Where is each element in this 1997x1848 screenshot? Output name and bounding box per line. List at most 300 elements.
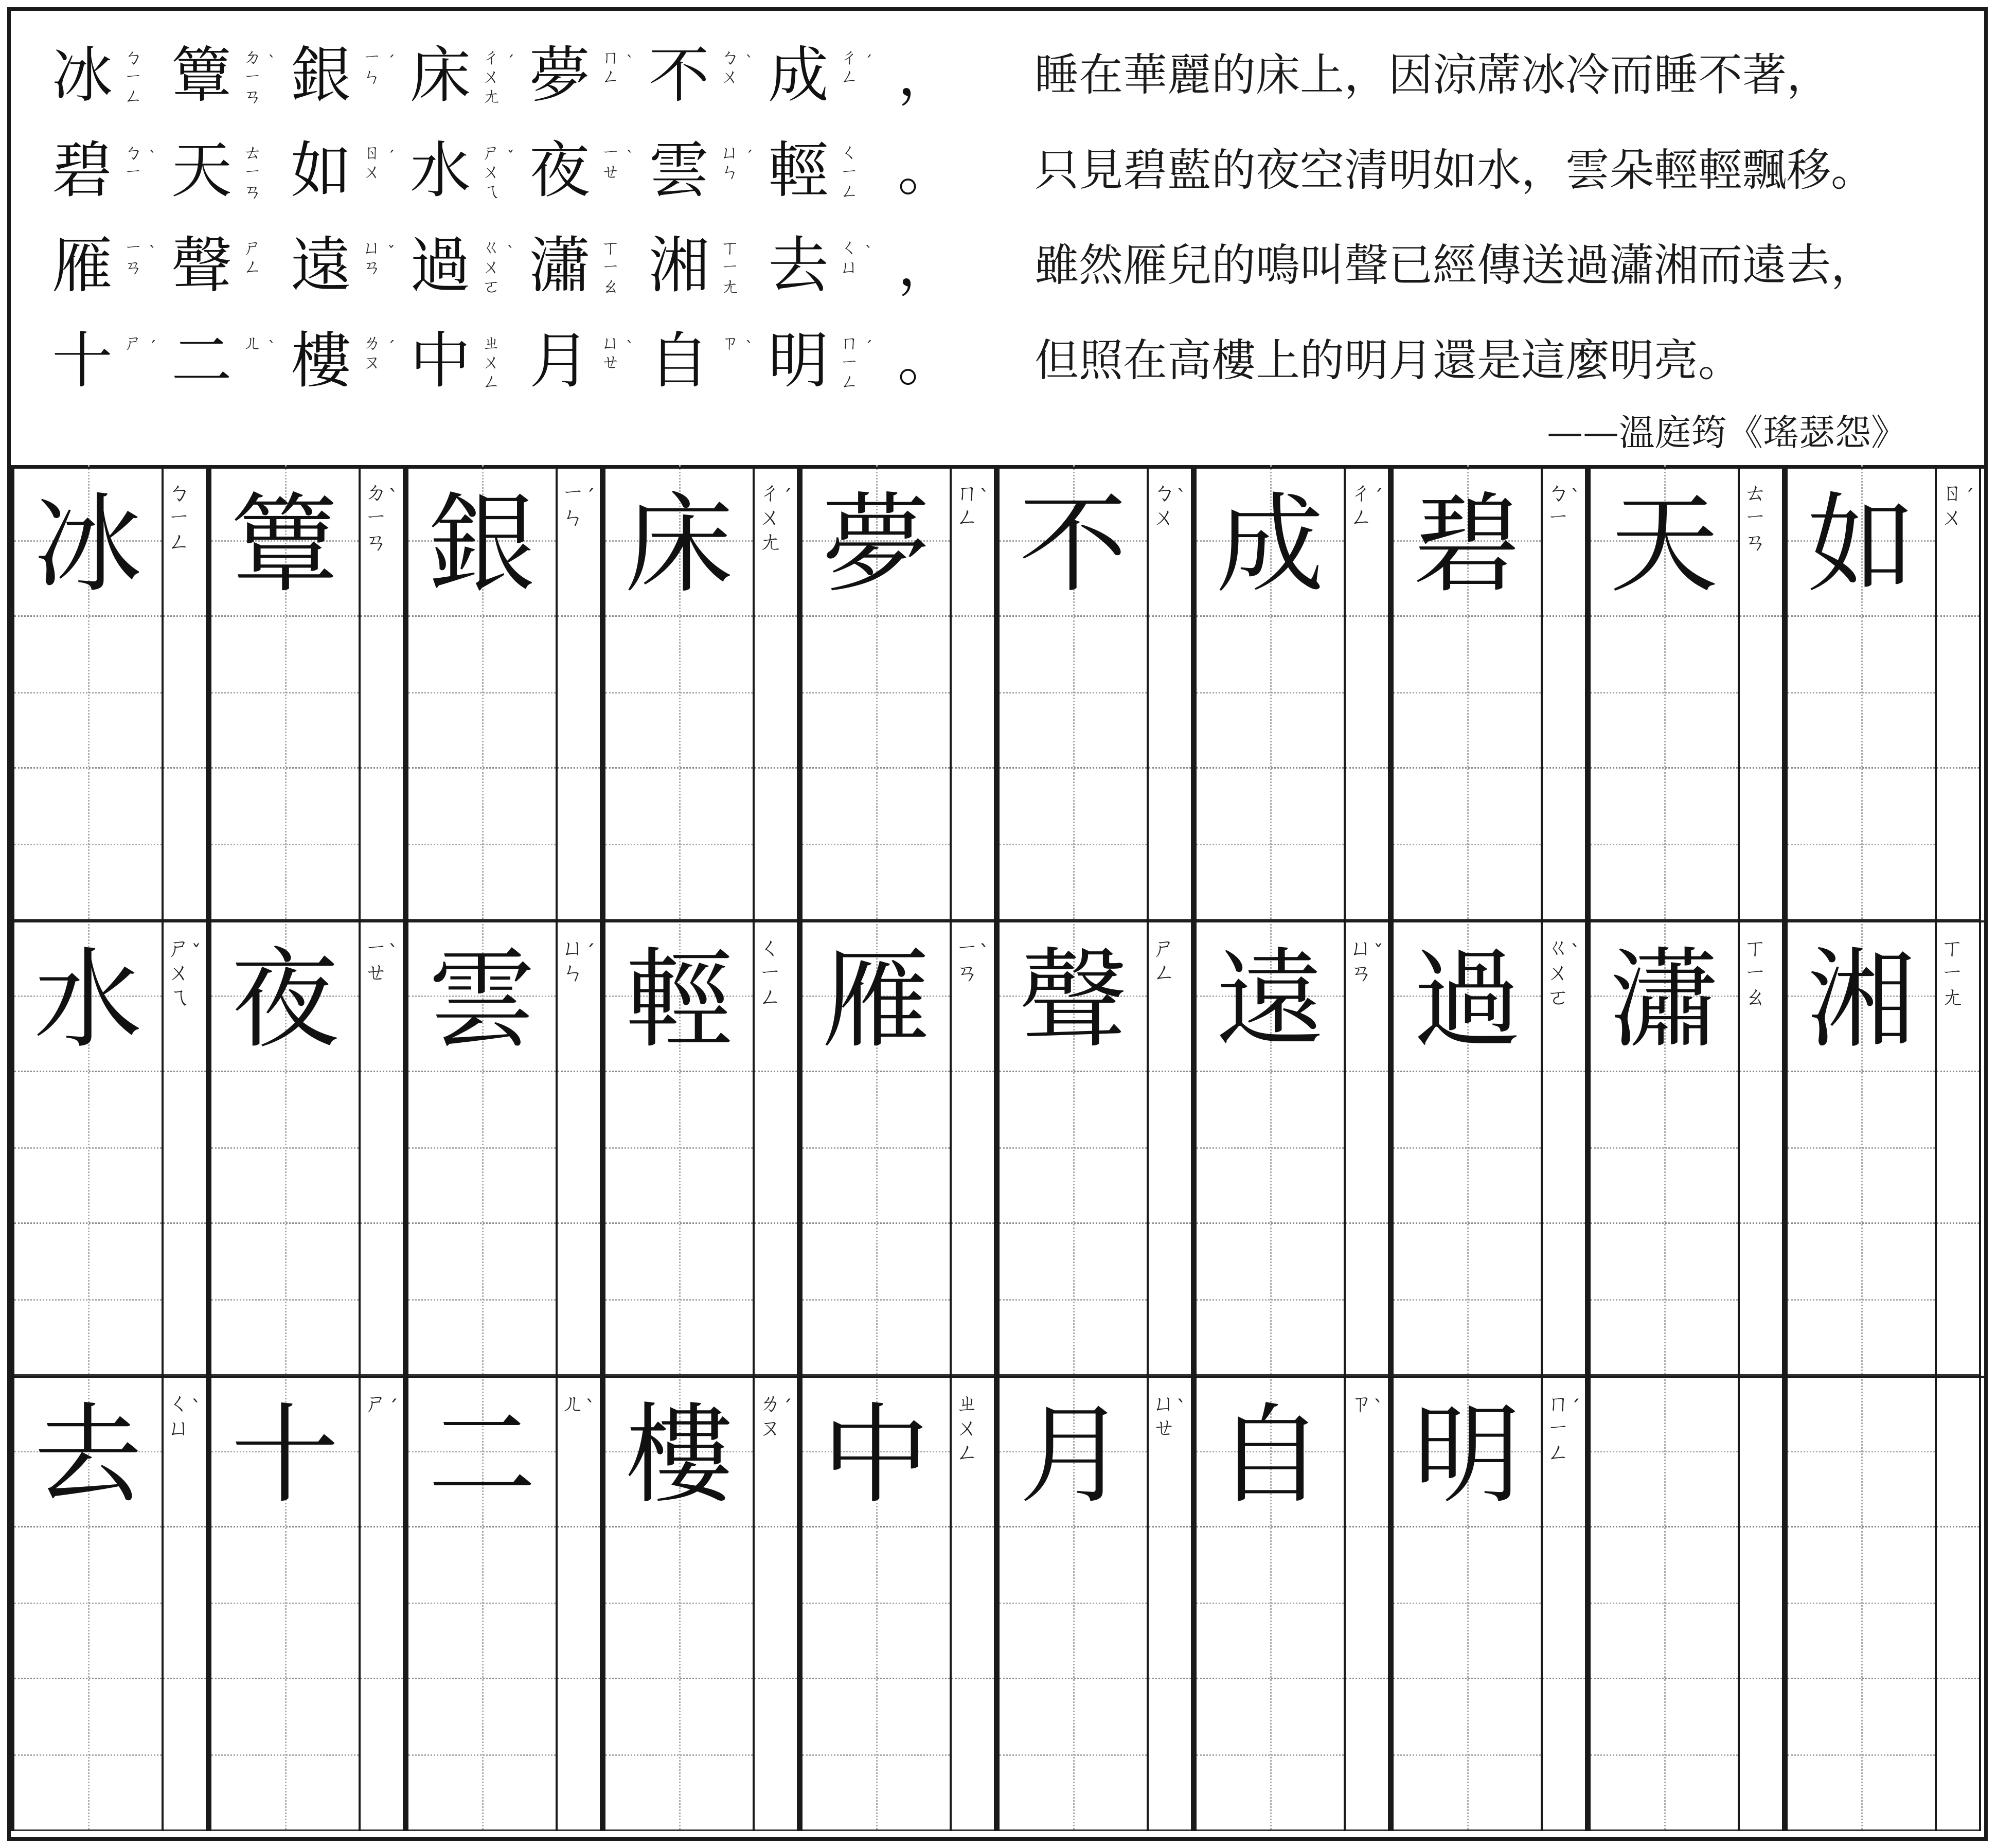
model-hanzi: 自 bbox=[1216, 1392, 1324, 1518]
blank-practice-cell[interactable] bbox=[1197, 1072, 1344, 1224]
poem-char bbox=[171, 132, 295, 209]
practice-cell-stack bbox=[1587, 1376, 1740, 1831]
practice-cell-stack bbox=[208, 465, 361, 920]
blank-practice-cell[interactable] bbox=[803, 769, 950, 920]
blank-practice-cell[interactable] bbox=[1394, 1527, 1541, 1679]
model-zhuyin: ㄖㄨ bbox=[1941, 479, 1964, 530]
practice-column bbox=[1587, 1376, 1784, 1831]
zhuyin-cell bbox=[1149, 1376, 1191, 1527]
blank-practice-cell[interactable] bbox=[408, 1679, 556, 1831]
guide-line bbox=[1394, 1754, 1541, 1756]
poem-hanzi: 夢 bbox=[529, 40, 591, 111]
model-zhuyin: ㄒㄧㄠ bbox=[1744, 935, 1767, 1010]
model-cell bbox=[408, 465, 556, 617]
zhuyin-cell bbox=[1346, 1679, 1388, 1831]
poem-char bbox=[649, 37, 772, 114]
zhuyin-cell bbox=[1937, 920, 1979, 1072]
zhuyin-cell bbox=[952, 465, 994, 617]
poem-char bbox=[171, 322, 295, 399]
poem-attribution: ——溫庭筠《瑤瑟怨》 bbox=[1547, 412, 1907, 454]
poem-hanzi: 月 bbox=[529, 325, 591, 396]
poem-tone-mark: ˊ bbox=[387, 339, 395, 357]
model-cell bbox=[1197, 1376, 1344, 1527]
blank-practice-cell[interactable] bbox=[605, 1224, 753, 1376]
zhuyin-cell bbox=[558, 1527, 600, 1679]
practice-column bbox=[1193, 920, 1390, 1376]
model-cell bbox=[605, 920, 753, 1072]
model-hanzi: 夢 bbox=[822, 482, 930, 608]
blank-practice-cell[interactable] bbox=[803, 1527, 950, 1679]
blank-practice-cell[interactable] bbox=[408, 1527, 556, 1679]
model-tone-mark: ˇ bbox=[1374, 941, 1383, 964]
guide-line bbox=[1197, 692, 1344, 694]
poem-zhuyin: ㄓㄨㄥ bbox=[482, 332, 501, 393]
zhuyin-cell bbox=[755, 1224, 797, 1376]
blank-practice-cell[interactable] bbox=[1000, 617, 1147, 769]
model-tone-mark: ˋ bbox=[1374, 1396, 1383, 1419]
model-hanzi: 冰 bbox=[33, 482, 142, 608]
blank-practice-cell[interactable] bbox=[605, 1679, 753, 1831]
practice-cell-stack bbox=[405, 920, 558, 1376]
poem-tone-mark: ˋ bbox=[626, 339, 634, 357]
blank-practice-cell[interactable] bbox=[408, 617, 556, 769]
model-hanzi: 成 bbox=[1216, 482, 1324, 608]
practice-cell-stack bbox=[208, 920, 361, 1376]
model-tone-mark: ˋ bbox=[585, 1396, 595, 1419]
poem-zhuyin: ㄉㄧㄢ bbox=[243, 47, 262, 107]
guide-line bbox=[14, 844, 162, 845]
blank-practice-cell[interactable] bbox=[1000, 1072, 1147, 1224]
poem-char bbox=[529, 322, 653, 399]
blank-practice-cell[interactable] bbox=[803, 1072, 950, 1224]
blank-practice-cell[interactable] bbox=[1394, 1072, 1541, 1224]
guide-line bbox=[1394, 1147, 1541, 1149]
zhuyin-cell bbox=[1543, 617, 1585, 769]
zhuyin-cell bbox=[1740, 1679, 1782, 1831]
poem-zhuyin: ㄊㄧㄢ bbox=[243, 142, 262, 202]
blank-practice-cell[interactable] bbox=[1591, 1224, 1738, 1376]
model-cell bbox=[1394, 1376, 1541, 1527]
zhuyin-cell bbox=[1149, 769, 1191, 920]
model-zhuyin: ㄍㄨㄛ bbox=[1547, 935, 1570, 1010]
model-tone-mark: ˊ bbox=[782, 1396, 792, 1419]
zhuyin-cell bbox=[1543, 465, 1585, 617]
blank-practice-cell[interactable] bbox=[211, 769, 359, 920]
model-cell bbox=[1197, 465, 1344, 617]
poem-char bbox=[529, 227, 653, 304]
zhuyin-cell bbox=[361, 617, 403, 769]
poem-hanzi: 夜 bbox=[529, 135, 591, 206]
blank-practice-cell[interactable] bbox=[1197, 1224, 1344, 1376]
blank-practice-cell[interactable] bbox=[1197, 1679, 1344, 1831]
poem-char bbox=[768, 227, 891, 304]
practice-cell-stack bbox=[1784, 465, 1937, 920]
blank-practice-cell[interactable] bbox=[1788, 1679, 1935, 1831]
guide-line bbox=[1197, 1603, 1344, 1604]
model-zhuyin: ㄑㄧㄥ bbox=[759, 935, 781, 1010]
blank-practice-cell[interactable] bbox=[1394, 769, 1541, 920]
zhuyin-cell bbox=[1937, 1679, 1979, 1831]
model-tone-mark: ˋ bbox=[1571, 941, 1580, 964]
zhuyin-cell bbox=[1346, 465, 1388, 617]
guide-line bbox=[1591, 844, 1738, 845]
guide-line bbox=[1197, 1299, 1344, 1301]
poem-tone-mark: ˋ bbox=[268, 53, 276, 71]
model-tone-mark: ˊ bbox=[585, 486, 595, 508]
guide-line bbox=[1197, 1147, 1344, 1149]
zhuyin-cell bbox=[361, 1072, 403, 1224]
model-cell bbox=[1394, 465, 1541, 617]
guide-line bbox=[211, 692, 359, 694]
model-tone-mark: ˊ bbox=[782, 486, 792, 508]
guide-line bbox=[408, 692, 556, 694]
blank-practice-cell[interactable] bbox=[14, 1072, 162, 1224]
zhuyin-strip bbox=[755, 465, 799, 920]
zhuyin-cell bbox=[1740, 920, 1782, 1072]
guide-line bbox=[1788, 1603, 1935, 1604]
model-zhuyin: ㄕ bbox=[365, 1390, 387, 1416]
poem-zhuyin: ㄅㄧ bbox=[124, 142, 143, 183]
poem-hanzi: 瀟 bbox=[529, 230, 591, 301]
zhuyin-cell bbox=[1543, 920, 1585, 1072]
poem-hanzi: 銀 bbox=[291, 40, 352, 111]
poem-zhuyin: ㄔㄥ bbox=[840, 47, 859, 87]
model-hanzi: 二 bbox=[427, 1392, 536, 1518]
zhuyin-strip bbox=[1149, 920, 1193, 1376]
poem-tone-mark: ˋ bbox=[745, 53, 753, 71]
poem-zhuyin: ㄒㄧㄤ bbox=[721, 237, 740, 297]
model-tone-mark: ˋ bbox=[979, 486, 989, 508]
poem-hanzi: 輕 bbox=[768, 135, 829, 206]
blank-practice-cell[interactable] bbox=[605, 1527, 753, 1679]
model-zhuyin: ㄅㄧ bbox=[1547, 479, 1570, 530]
zhuyin-strip bbox=[952, 1376, 996, 1831]
blank-practice-cell[interactable] bbox=[1788, 769, 1935, 920]
blank-practice-cell[interactable] bbox=[211, 617, 359, 769]
blank-practice-cell[interactable] bbox=[14, 769, 162, 920]
practice-column bbox=[602, 465, 799, 920]
poem-zhuyin: ㄕ bbox=[124, 332, 143, 353]
zhuyin-strip bbox=[1740, 920, 1784, 1376]
poem-zhuyin: ㄕㄨㄟ bbox=[482, 142, 501, 202]
zhuyin-cell bbox=[1543, 1224, 1585, 1376]
blank-practice-cell[interactable] bbox=[1591, 1679, 1738, 1831]
guide-line bbox=[14, 1147, 162, 1149]
guide-line bbox=[211, 1147, 359, 1149]
blank-practice-cell[interactable] bbox=[1788, 1224, 1935, 1376]
poem-char bbox=[410, 132, 533, 209]
blank-practice-cell[interactable] bbox=[211, 1072, 359, 1224]
blank-practice-cell[interactable] bbox=[605, 1072, 753, 1224]
model-cell bbox=[1000, 1376, 1147, 1527]
practice-grid bbox=[11, 465, 1984, 1839]
blank-practice-cell[interactable] bbox=[14, 1527, 162, 1679]
zhuyin-cell bbox=[1346, 769, 1388, 920]
zhuyin-cell bbox=[558, 617, 600, 769]
model-tone-mark: ˋ bbox=[1176, 486, 1186, 508]
blank-practice-cell[interactable] bbox=[408, 1224, 556, 1376]
model-cell bbox=[803, 920, 950, 1072]
model-cell bbox=[1000, 465, 1147, 617]
zhuyin-cell bbox=[1346, 1224, 1388, 1376]
model-cell bbox=[211, 1376, 359, 1527]
poem-zhuyin: ㄅㄨ bbox=[721, 47, 740, 87]
guide-line bbox=[1394, 1299, 1541, 1301]
guide-line bbox=[803, 1603, 950, 1604]
poem-zhuyin: ㄧㄢ bbox=[124, 237, 143, 278]
model-cell bbox=[1197, 920, 1344, 1072]
poem-zhuyin: ㄩㄣ bbox=[721, 142, 740, 183]
blank-practice-cell[interactable] bbox=[408, 769, 556, 920]
guide-line bbox=[14, 1603, 162, 1604]
blank-practice-cell[interactable] bbox=[1000, 1679, 1147, 1831]
model-cell bbox=[408, 920, 556, 1072]
model-cell bbox=[14, 920, 162, 1072]
poem-zhuyin: ㄩㄝ bbox=[601, 332, 620, 373]
zhuyin-cell bbox=[558, 465, 600, 617]
blank-practice-cell[interactable] bbox=[14, 617, 162, 769]
zhuyin-cell bbox=[361, 1224, 403, 1376]
zhuyin-strip bbox=[1543, 465, 1587, 920]
practice-column bbox=[1193, 1376, 1390, 1831]
guide-line bbox=[1788, 1754, 1935, 1756]
model-zhuyin: ㄇㄧㄥ bbox=[1547, 1390, 1570, 1466]
zhuyin-cell bbox=[558, 1224, 600, 1376]
zhuyin-strip bbox=[755, 1376, 799, 1831]
poem-char bbox=[171, 37, 295, 114]
zhuyin-cell bbox=[1740, 617, 1782, 769]
zhuyin-cell bbox=[1346, 920, 1388, 1072]
model-hanzi: 中 bbox=[822, 1392, 930, 1518]
row-separator bbox=[11, 1376, 1984, 1378]
poem-tone-mark: ˋ bbox=[507, 243, 514, 261]
zhuyin-cell bbox=[361, 920, 403, 1072]
zhuyin-cell bbox=[755, 1072, 797, 1224]
practice-column bbox=[11, 920, 208, 1376]
model-zhuyin: ㄕㄨㄟ bbox=[168, 935, 190, 1010]
poem-char bbox=[291, 37, 414, 114]
row-separator bbox=[11, 920, 1984, 922]
practice-cell-stack bbox=[1587, 920, 1740, 1376]
guide-line bbox=[803, 1147, 950, 1149]
practice-column bbox=[11, 1376, 208, 1831]
poem-char bbox=[291, 322, 414, 399]
guide-line bbox=[605, 692, 753, 694]
blank-practice-cell[interactable] bbox=[1591, 1072, 1738, 1224]
poem-punctuation: ， bbox=[898, 42, 954, 108]
poem-tone-mark: ˊ bbox=[387, 53, 395, 71]
guide-line bbox=[605, 844, 753, 845]
poem-char bbox=[291, 132, 414, 209]
zhuyin-cell bbox=[755, 465, 797, 617]
zhuyin-cell bbox=[1937, 1527, 1979, 1679]
guide-line bbox=[1591, 1299, 1738, 1301]
guide-line bbox=[1591, 1754, 1738, 1756]
practice-column bbox=[11, 465, 208, 920]
blank-practice-cell[interactable] bbox=[1000, 769, 1147, 920]
zhuyin-strip bbox=[361, 1376, 405, 1831]
guide-line bbox=[605, 1754, 753, 1756]
zhuyin-cell bbox=[1740, 769, 1782, 920]
blank-practice-cell[interactable] bbox=[803, 1679, 950, 1831]
blank-practice-cell[interactable] bbox=[605, 617, 753, 769]
model-zhuyin: ㄓㄨㄥ bbox=[956, 1390, 978, 1466]
blank-practice-cell[interactable] bbox=[1000, 1224, 1147, 1376]
model-zhuyin: ㄒㄧㄤ bbox=[1941, 935, 1964, 1010]
zhuyin-cell bbox=[361, 1376, 403, 1527]
zhuyin-strip bbox=[361, 920, 405, 1376]
model-tone-mark: ˇ bbox=[191, 941, 201, 964]
poem-tone-mark: ˊ bbox=[745, 148, 753, 166]
guide-line bbox=[1788, 1451, 1935, 1452]
zhuyin-cell bbox=[755, 769, 797, 920]
poem-char bbox=[768, 37, 891, 114]
practice-cell-stack bbox=[996, 1376, 1149, 1831]
practice-column bbox=[208, 465, 405, 920]
poem-zhuyin: ㄧㄝ bbox=[601, 142, 620, 183]
blank-practice-cell[interactable] bbox=[1788, 1072, 1935, 1224]
blank-practice-cell[interactable] bbox=[14, 1679, 162, 1831]
poem-tone-mark: ˋ bbox=[865, 243, 872, 261]
model-hanzi: 雲 bbox=[427, 937, 536, 1063]
poem-hanzi: 自 bbox=[649, 325, 710, 396]
guide-line bbox=[803, 1299, 950, 1301]
zhuyin-strip bbox=[1149, 465, 1193, 920]
blank-practice-cell[interactable] bbox=[1394, 1679, 1541, 1831]
model-zhuyin: ㄧㄣ bbox=[562, 479, 584, 530]
blank-practice-cell[interactable] bbox=[211, 1224, 359, 1376]
model-zhuyin: ㄇㄥ bbox=[956, 479, 978, 530]
practice-column bbox=[208, 920, 405, 1376]
zhuyin-cell bbox=[164, 1072, 206, 1224]
zhuyin-cell bbox=[1149, 1224, 1191, 1376]
zhuyin-cell bbox=[1543, 1679, 1585, 1831]
poem-zhuyin: ㄇㄧㄥ bbox=[840, 332, 859, 393]
practice-cell-stack bbox=[1193, 1376, 1346, 1831]
zhuyin-cell bbox=[558, 1679, 600, 1831]
model-hanzi: 遠 bbox=[1216, 937, 1324, 1063]
poem-zhuyin: ㄑㄧㄥ bbox=[840, 142, 859, 202]
guide-line bbox=[1000, 692, 1147, 694]
model-tone-mark: ˋ bbox=[1176, 1396, 1186, 1419]
blank-practice-cell[interactable] bbox=[1394, 617, 1541, 769]
blank-practice-cell[interactable] bbox=[211, 1679, 359, 1831]
poem-char bbox=[768, 322, 891, 399]
model-zhuyin: ㄩㄣ bbox=[562, 935, 584, 986]
practice-cell-stack bbox=[1193, 920, 1346, 1376]
guide-line bbox=[1000, 844, 1147, 845]
model-hanzi: 雁 bbox=[822, 937, 930, 1063]
model-tone-mark: ˊ bbox=[388, 1396, 398, 1419]
blank-practice-cell[interactable] bbox=[1197, 617, 1344, 769]
zhuyin-cell bbox=[1937, 465, 1979, 617]
zhuyin-cell bbox=[164, 769, 206, 920]
zhuyin-cell bbox=[952, 1376, 994, 1527]
blank-practice-cell[interactable] bbox=[1591, 769, 1738, 920]
zhuyin-strip bbox=[1740, 1376, 1784, 1831]
poem-char bbox=[410, 227, 533, 304]
practice-cell-stack bbox=[208, 1376, 361, 1831]
practice-column bbox=[1390, 465, 1587, 920]
model-cell bbox=[803, 465, 950, 617]
poem-char bbox=[291, 227, 414, 304]
model-cell bbox=[1788, 465, 1935, 617]
blank-practice-cell[interactable] bbox=[1197, 1527, 1344, 1679]
zhuyin-cell bbox=[1937, 1224, 1979, 1376]
blank-practice-cell[interactable] bbox=[1591, 1527, 1738, 1679]
poem-tone-mark: ˋ bbox=[149, 243, 156, 261]
blank-practice-cell[interactable] bbox=[605, 769, 753, 920]
poem-char bbox=[410, 322, 533, 399]
model-cell bbox=[1788, 920, 1935, 1072]
model-zhuyin: ㄔㄨㄤ bbox=[759, 479, 781, 555]
blank-practice-cell[interactable] bbox=[1591, 617, 1738, 769]
zhuyin-cell bbox=[952, 769, 994, 920]
zhuyin-cell bbox=[164, 1679, 206, 1831]
practice-cell-stack bbox=[1587, 465, 1740, 920]
model-cell bbox=[14, 1376, 162, 1527]
model-hanzi: 不 bbox=[1019, 482, 1127, 608]
poem-hanzi: 十 bbox=[52, 325, 113, 396]
model-cell bbox=[14, 465, 162, 617]
poem-tone-mark: ˋ bbox=[626, 53, 634, 71]
blank-practice-cell[interactable] bbox=[1394, 1224, 1541, 1376]
poem-tone-mark: ˊ bbox=[865, 53, 872, 71]
blank-practice-cell[interactable] bbox=[1000, 1527, 1147, 1679]
poem-hanzi: 明 bbox=[768, 325, 829, 396]
blank-practice-cell[interactable] bbox=[14, 1224, 162, 1376]
zhuyin-cell bbox=[1937, 1376, 1979, 1527]
practice-column bbox=[1784, 1376, 1981, 1831]
practice-cell-stack bbox=[11, 1376, 164, 1831]
blank-practice-cell[interactable] bbox=[211, 1527, 359, 1679]
practice-cell-stack bbox=[405, 465, 558, 920]
poem-hanzi: 中 bbox=[410, 325, 471, 396]
poem-zhuyin: ㄖㄨ bbox=[363, 142, 382, 183]
poem-char bbox=[52, 37, 175, 114]
blank-practice-cell[interactable] bbox=[1788, 1527, 1935, 1679]
zhuyin-cell bbox=[164, 1527, 206, 1679]
guide-line bbox=[1000, 1299, 1147, 1301]
model-cell bbox=[803, 1376, 950, 1527]
blank-practice-cell[interactable] bbox=[803, 1224, 950, 1376]
poem-hanzi: 成 bbox=[768, 40, 829, 111]
model-zhuyin: ㄑㄩ bbox=[168, 1390, 190, 1441]
blank-practice-cell[interactable] bbox=[803, 617, 950, 769]
poem-char bbox=[529, 37, 653, 114]
guide-line bbox=[803, 844, 950, 845]
model-cell bbox=[211, 465, 359, 617]
blank-practice-cell[interactable] bbox=[1197, 769, 1344, 920]
model-cell bbox=[211, 920, 359, 1072]
blank-practice-cell[interactable] bbox=[408, 1072, 556, 1224]
translation-line: 雖然雁兒的鳴叫聲已經傳送過瀟湘而遠去， bbox=[1035, 240, 1875, 291]
zhuyin-strip bbox=[164, 465, 208, 920]
zhuyin-cell bbox=[952, 920, 994, 1072]
model-zhuyin: ㄅㄧㄥ bbox=[168, 479, 190, 555]
practice-column bbox=[1784, 465, 1981, 920]
zhuyin-cell bbox=[1346, 1376, 1388, 1527]
zhuyin-cell bbox=[1937, 617, 1979, 769]
practice-cell-stack bbox=[1390, 920, 1543, 1376]
zhuyin-cell bbox=[164, 1224, 206, 1376]
zhuyin-strip bbox=[755, 920, 799, 1376]
blank-practice-cell[interactable] bbox=[1788, 617, 1935, 769]
guide-line bbox=[211, 1299, 359, 1301]
model-hanzi: 碧 bbox=[1413, 482, 1521, 608]
zhuyin-cell bbox=[558, 1072, 600, 1224]
guide-line bbox=[1000, 1603, 1147, 1604]
